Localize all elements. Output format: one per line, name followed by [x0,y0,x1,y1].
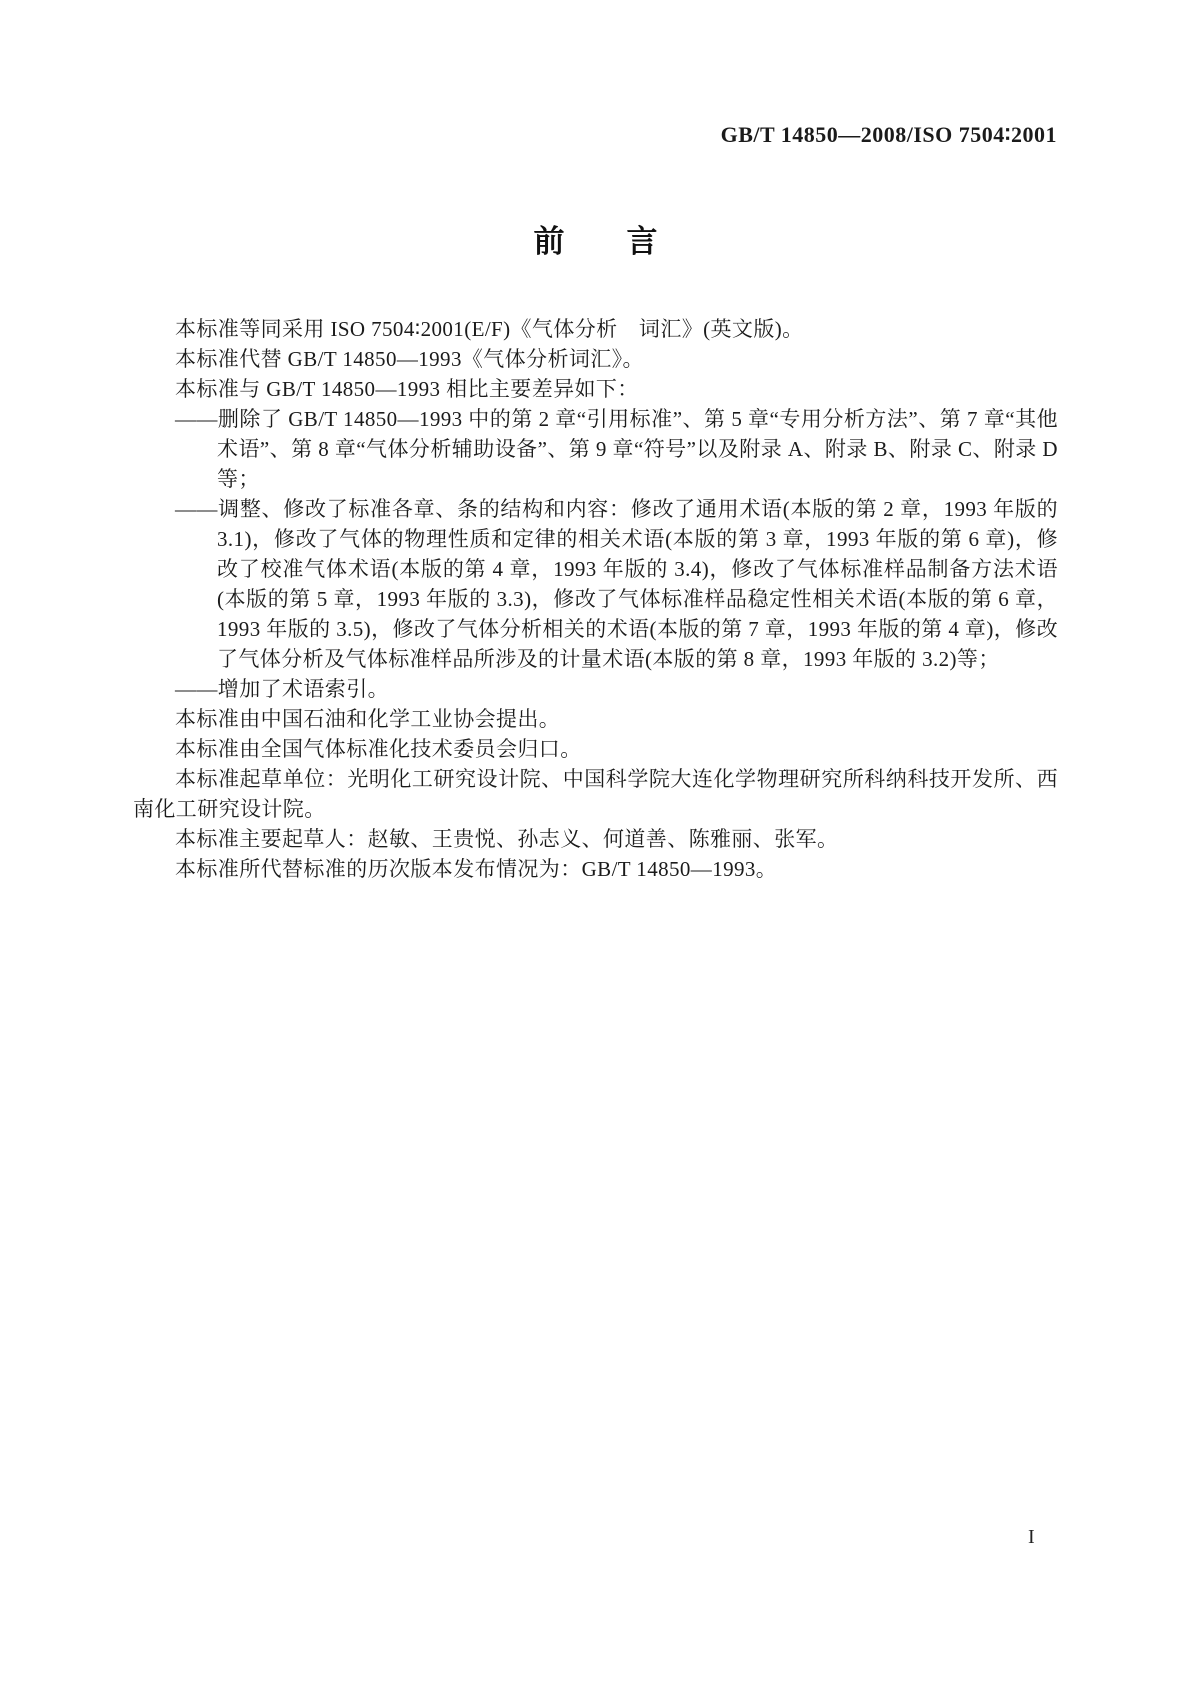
foreword-paragraph: 本标准由全国气体标准化技术委员会归口。 [175,737,582,761]
foreword-body [133,314,1058,884]
foreword-list-item: ——删除了 GB/T 14850—1993 中的第 2 章“引用标准”、第 5 章“专用分析方法”、第 7 章“其他术语”、第 8 章“气体分析辅助设备”、第 9 章“符号”以及附录 A、附录 B、附录 C、附录 D 等； [175,407,1058,491]
foreword-paragraph: 本标准与 GB/T 14850—1993 相比主要差异如下： [175,377,639,401]
foreword-paragraph: 本标准由中国石油和化学工业协会提出。 [175,707,561,731]
foreword-list-item: ——增加了术语索引。 [175,677,389,701]
foreword-paragraph: 本标准所代替标准的历次版本发布情况为：GB/T 14850—1993。 [175,857,778,881]
page-number: I [1028,1526,1035,1548]
foreword-paragraph: 本标准代替 GB/T 14850—1993《气体分析词汇》。 [175,347,644,371]
standard-code-header: GB/T 14850—2008/ISO 7504∶2001 [720,122,1057,147]
page-title: 前 言 [533,224,658,259]
foreword-paragraph: 本标准起草单位：光明化工研究设计院、中国科学院大连化学物理研究所科纳科技开发所、西南化工研究设计院。 [133,767,1058,821]
foreword-paragraph: 本标准主要起草人：赵敏、王贵悦、孙志义、何道善、陈雅丽、张军。 [175,827,839,851]
foreword-list-item: ——调整、修改了标准各章、条的结构和内容：修改了通用术语(本版的第 2 章，1993 年版的 3.1)，修改了气体的物理性质和定律的相关术语(本版的第 3 章，1993 年版的第 6 章)，修改了校准气体术语(本版的第 4 章，1993 年版的 3.4)，修改了气体标准样品制备方法术语(本版的第 5 章，1993 年版的 3.3)，修改了气体标准样品稳定性相关术语(本版的第 6 章，1993 年版的 3.5)，修改了气体分析相关的术语(本版的第 7 章，1993 年版的第 4 章)，修改了气体分析及气体标准样品所涉及的计量术语(本版的第 8 章，1993 年版的 3.2)等； [175,497,1058,671]
foreword-paragraph: 本标准等同采用 ISO 7504∶2001(E/F)《气体分析 词汇》(英文版)。 [175,317,804,341]
